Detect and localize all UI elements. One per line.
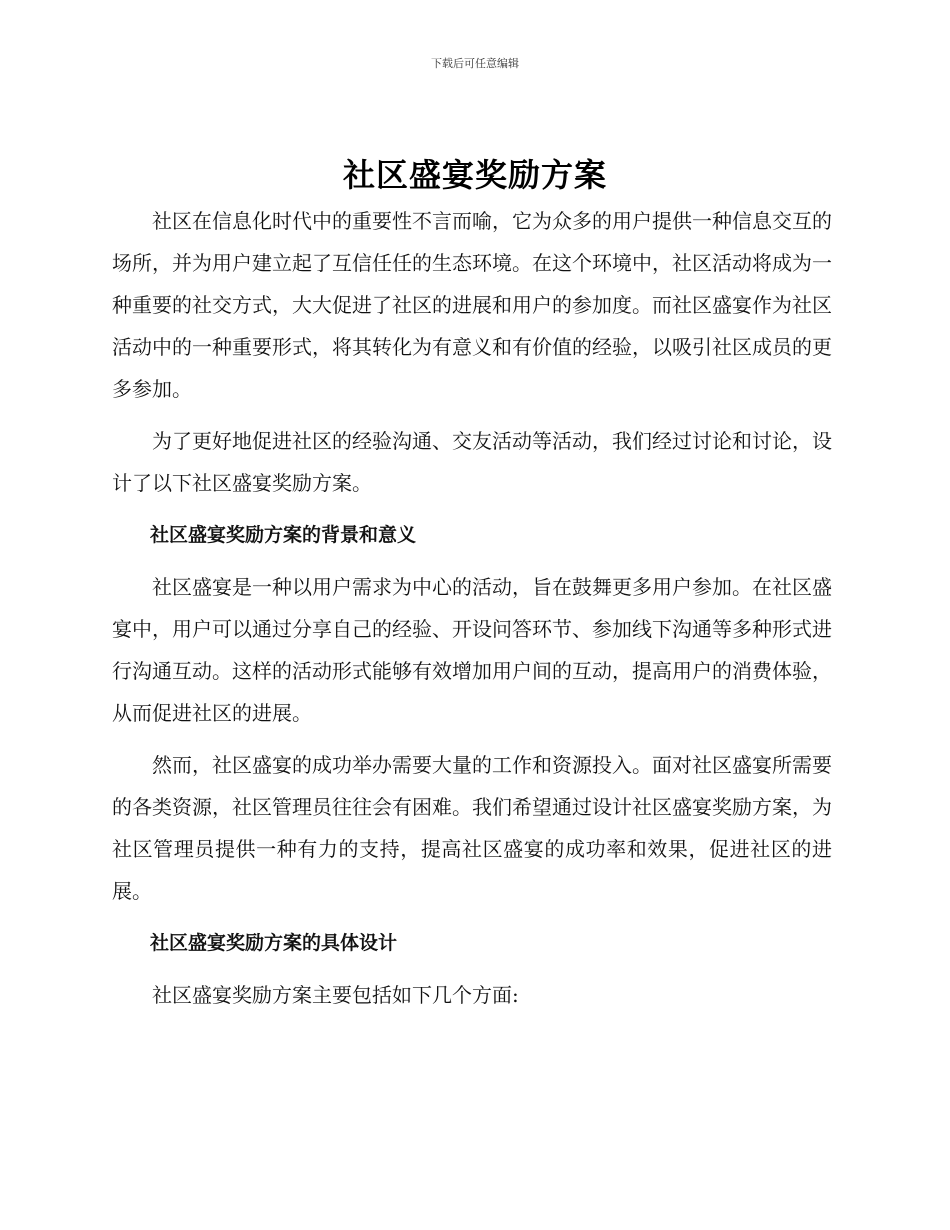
document-body xyxy=(112,200,832,1026)
background-paragraph-2: 然而，社区盛宴的成功举办需要大量的工作和资源投入。面对社区盛宴所需要的各类资源，社区管理员往往会有困难。我们希望通过设计社区盛宴奖励方案，为社区管理员提供一种有力的支持，提高社区盛宴的成功率和效果，促进社区的进展。 xyxy=(112,753,832,903)
background-paragraph-1: 社区盛宴是一种以用户需求为中心的活动，旨在鼓舞更多用户参加。在社区盛宴中，用户可以通过分享自己的经验、开设问答环节、参加线下沟通等多种形式进行沟通互动。这样的活动形式能够有效增加用户间的互动，提高用户的消费体验，从而促进社区的进展。 xyxy=(112,575,832,725)
section-heading-background: 社区盛宴奖励方案的背景和意义 xyxy=(150,524,417,546)
header-note: 下载后可任意编辑 xyxy=(431,57,519,70)
document-title: 社区盛宴奖励方案 xyxy=(342,156,607,194)
intro-paragraph-2: 为了更好地促进社区的经验沟通、交友活动等活动，我们经过讨论和讨论，设计了以下社区盛宴奖励方案。 xyxy=(112,429,832,495)
design-paragraph-1: 社区盛宴奖励方案主要包括如下几个方面: xyxy=(152,983,519,1007)
intro-paragraph-1: 社区在信息化时代中的重要性不言而喻，它为众多的用户提供一种信息交互的场所，并为用户建立起了互信任任的生态环境。在这个环境中，社区活动将成为一种重要的社交方式，大大促进了社区的进展和用户的参加度。而社区盛宴作为社区活动中的一种重要形式，将其转化为有意义和有价值的经验，以吸引社区成员的更多参加。 xyxy=(112,209,832,401)
section-heading-design: 社区盛宴奖励方案的具体设计 xyxy=(150,932,398,954)
